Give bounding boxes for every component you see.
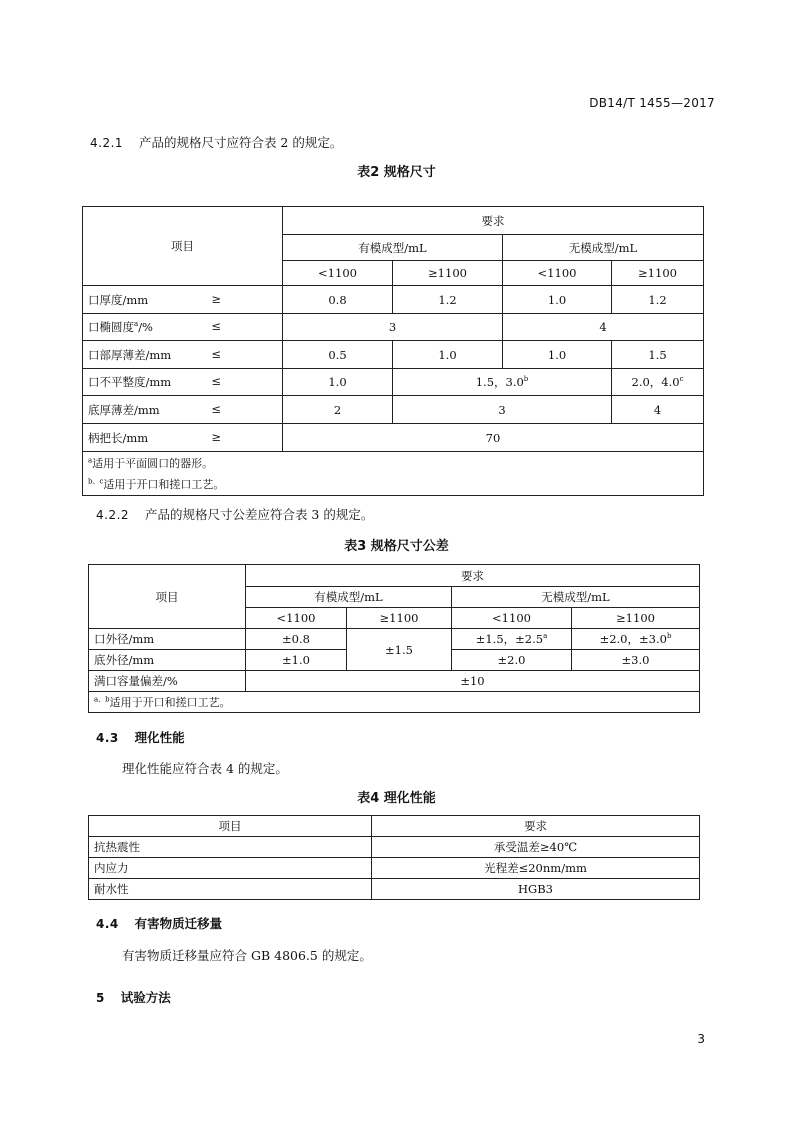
cell-value: ±1.5，±2.5: [475, 632, 544, 646]
row-label: 口外径/mm: [89, 629, 246, 650]
cell-value: 2: [283, 396, 393, 424]
cell-value: 1.5: [612, 341, 704, 369]
cell-value: 承受温差≥40℃: [372, 837, 700, 858]
section-4-4-heading: [96, 914, 222, 932]
cell-value: 3: [393, 396, 612, 424]
header-requirement: 要求: [283, 207, 704, 235]
footnote-mark: a: [543, 632, 548, 641]
footnote-mark: b: [666, 632, 672, 641]
table-row: [89, 671, 700, 692]
table-row: [83, 286, 704, 314]
table2-caption: 表2 规格尺寸: [357, 165, 436, 180]
table-row: [83, 341, 704, 369]
header-lt-1100: <1100: [283, 261, 393, 286]
footnote-mark: c: [679, 375, 684, 384]
table-2-dimensions: [82, 206, 704, 496]
cell-value: 光程差≤20nm/mm: [372, 858, 700, 879]
row-label: 抗热震性: [89, 837, 372, 858]
cell-value: 1.2: [393, 286, 503, 314]
paragraph: 理化性能应符合表 4 的规定。: [122, 761, 288, 776]
row-label: 口部厚薄差/mm: [88, 347, 172, 362]
cell-value: 1.0: [503, 341, 612, 369]
footnote-mark: b、c: [88, 477, 104, 486]
cell-value: 0.5: [283, 341, 393, 369]
table-row: [89, 858, 700, 879]
row-label: 底外径/mm: [89, 650, 246, 671]
table-3-tolerances: [88, 564, 700, 713]
clause-text: 产品的规格尺寸应符合表 2 的规定。: [138, 135, 343, 150]
cell-value: 1.2: [612, 286, 704, 314]
clause-4-2-2: [96, 505, 373, 523]
footnote-text: 适用于平面圆口的器形。: [92, 456, 214, 470]
table-row: [89, 879, 700, 900]
cell-value: HGB3: [372, 879, 700, 900]
cell-value: ±0.8: [246, 629, 347, 650]
row-label: 口椭圆度: [88, 320, 134, 334]
cell-value: 3: [283, 314, 503, 341]
header-lt-1100: <1100: [452, 608, 572, 629]
header-lt-1100: <1100: [503, 261, 612, 286]
table-row: [83, 396, 704, 424]
cell-value: ±2.0，±3.0: [599, 632, 667, 646]
clause-4-2-1: [90, 133, 342, 151]
footnote-text: 适用于开口和搓口工艺。: [109, 696, 231, 709]
cell-value: ±1.0: [246, 650, 347, 671]
row-label: 满口容量偏差/%: [89, 671, 246, 692]
footnote-text: 适用于开口和搓口工艺。: [103, 478, 225, 492]
header-ge-1100: ≥1100: [572, 608, 700, 629]
row-label: 内应力: [89, 858, 372, 879]
header-ge-1100: ≥1100: [612, 261, 704, 286]
header-ge-1100: ≥1100: [393, 261, 503, 286]
clause-number: 4.2.1: [90, 136, 124, 150]
cell-value: ±1.5: [347, 629, 452, 671]
cell-value: 4: [503, 314, 704, 341]
document-id: DB14/T 1455—2017: [589, 96, 715, 110]
section-title: 试验方法: [120, 990, 171, 1005]
clause-text: 产品的规格尺寸公差应符合表 3 的规定。: [144, 507, 374, 522]
cell-value: ±10: [246, 671, 700, 692]
section-5-heading: [96, 988, 171, 1006]
section-4-3-heading: [96, 728, 185, 746]
row-label: 耐水性: [89, 879, 372, 900]
table-row: [83, 424, 704, 452]
cell-value: 4: [612, 396, 704, 424]
comparison-symbol: ≥: [211, 291, 221, 306]
footnote-mark: a: [88, 456, 93, 465]
comparison-symbol: ≤: [211, 374, 221, 388]
cell-value: 0.8: [283, 286, 393, 314]
section-number: 5: [96, 991, 105, 1005]
page-number: 3: [697, 1032, 705, 1046]
section-number: 4.3: [96, 731, 119, 745]
header-item: 项目: [89, 816, 372, 837]
header-item: 项目: [83, 207, 283, 286]
row-unit: /%: [138, 320, 153, 334]
row-label: 口不平整度/mm: [88, 375, 172, 389]
cell-value: 1.0: [393, 341, 503, 369]
header-requirement: 要求: [246, 565, 700, 587]
comparison-symbol: ≤: [211, 319, 221, 333]
section-title: 有害物质迁移量: [134, 916, 223, 931]
table-row: [89, 837, 700, 858]
section-title: 理化性能: [134, 730, 185, 745]
comparison-symbol: ≤: [211, 346, 221, 361]
footnote-mark: a: [134, 320, 139, 329]
row-label: 口厚度/mm: [88, 292, 149, 307]
header-item: 项目: [89, 565, 246, 629]
table-row: [83, 314, 704, 341]
table3-caption: 表3 规格尺寸公差: [344, 539, 449, 554]
header-requirement: 要求: [372, 816, 700, 837]
row-label: 底厚薄差/mm: [88, 402, 160, 417]
table-row: [83, 369, 704, 396]
section-number: 4.4: [96, 917, 119, 931]
table-4-physicochemical: [88, 815, 700, 900]
cell-value: 1.0: [503, 286, 612, 314]
footnote-mark: a、b: [94, 695, 110, 704]
cell-value: ±3.0: [572, 650, 700, 671]
footnote-mark: b: [523, 375, 529, 384]
cell-value: 2.0，4.0: [631, 375, 680, 389]
header-moldless-forming: 无模成型/mL: [503, 235, 704, 261]
comparison-symbol: ≥: [211, 429, 221, 444]
clause-number: 4.2.2: [96, 508, 130, 522]
row-label: 柄把长/mm: [88, 430, 149, 445]
header-moldless-forming: 无模成型/mL: [452, 587, 700, 608]
header-ge-1100: ≥1100: [347, 608, 452, 629]
paragraph: 有害物质迁移量应符合 GB 4806.5 的规定。: [122, 948, 372, 963]
cell-value: 1.5，3.0: [475, 375, 524, 389]
table4-caption: 表4 理化性能: [357, 791, 436, 806]
cell-value: 70: [283, 424, 704, 452]
cell-value: 1.0: [283, 369, 393, 396]
cell-value: ±2.0: [452, 650, 572, 671]
comparison-symbol: ≤: [211, 401, 221, 416]
header-mold-forming: 有模成型/mL: [283, 235, 503, 261]
table-row: [89, 629, 700, 650]
header-mold-forming: 有模成型/mL: [246, 587, 452, 608]
header-lt-1100: <1100: [246, 608, 347, 629]
